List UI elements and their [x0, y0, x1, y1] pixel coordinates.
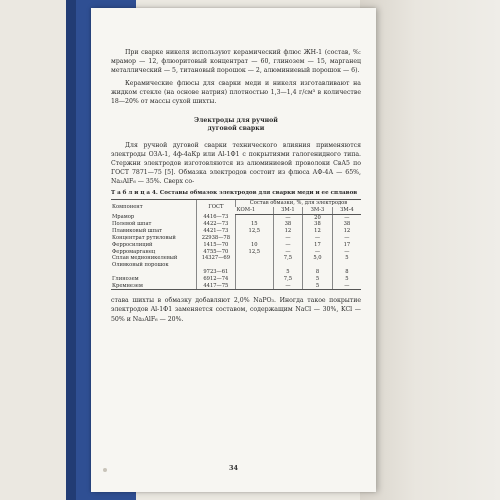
table-row	[111, 249, 361, 256]
table-cell-v2: —	[273, 214, 303, 221]
table-row	[111, 262, 361, 269]
table-cell-gost: 9723—61	[196, 269, 235, 276]
table-row	[111, 214, 361, 221]
table-cell-v1	[236, 214, 274, 221]
table-cell-v1: 15	[236, 221, 274, 228]
table-cell-v2	[273, 262, 303, 269]
table-cell-v3: 38	[303, 221, 333, 228]
table-cell-name: Плавиковый шпат	[112, 228, 163, 235]
table-cell-v1: 12,5	[236, 228, 274, 235]
table-cell-gost: 14327—69	[196, 255, 235, 262]
table-cell-v1: 10	[236, 242, 274, 249]
table-cell-name: Глинозем	[112, 275, 139, 282]
table-row	[111, 255, 361, 262]
table-row	[111, 276, 361, 283]
table-row	[111, 228, 361, 235]
section-heading	[111, 117, 361, 133]
table-cell-name	[111, 269, 196, 276]
paragraph-ceramic-flux: Керамические флюсы для сварки меди и никеля изготавливают на жидком стекле (на основе натрия) плотностью 1,3—1,4 г/см³ в количестве 18—20% от массы сухой шихты.	[111, 80, 361, 106]
paragraph-electrodes: Для ручной дуговой сварки технического влияния применяются электроды ОЗА-1, 4ф-4аКр или Al-1Ф1 с покрытиями галогенидного типа. Стержни электродов изготовляются из алюминиевой проволоки СвА5 по ГОСТ 7871—75 [5]. Обмазка электродов состоит из флюса АФ-4А — 65%, Na₃AlF₆ — 35%. Сверх со-	[111, 141, 361, 185]
paragraph-flux-nickel: При сварке никеля используют керамический флюс ЖН-1 (состав, %: мрамор — 12, флюоритовый концентрат — 60, глинозем — 15, марганец металлический — 5, титановый порошок — 2, алюминиевый порошок — 6).	[111, 49, 361, 75]
table-cell-v1	[236, 283, 274, 290]
table-cell-v1	[236, 235, 274, 242]
table-row	[111, 221, 361, 228]
header-electrode: ЗМ-4	[332, 207, 361, 214]
table-cell-gost: 4417—75	[196, 283, 235, 290]
table-cell-v2: 5	[273, 269, 303, 276]
table-cell-v4	[332, 262, 361, 269]
page-number: 34	[228, 464, 239, 472]
table-row	[111, 269, 361, 276]
table-cell-v1	[236, 255, 274, 262]
table-row	[111, 283, 361, 290]
table-cell-v4: —	[332, 214, 361, 221]
table-cell-gost: 4755—70	[196, 249, 235, 256]
table-row	[111, 242, 361, 249]
table-cell-v2: —	[273, 249, 303, 256]
header-electrode: ЗМ-1	[273, 207, 303, 214]
section-heading-line-2: дуговой сварки	[207, 124, 265, 132]
table-cell-v3: —	[303, 249, 333, 256]
table-cell-gost: 4421—73	[196, 228, 235, 235]
table-cell-v3: —	[303, 235, 333, 242]
table-cell-v4: 12	[332, 228, 361, 235]
table-cell-v4: —	[332, 235, 361, 242]
facing-page	[360, 0, 500, 500]
table-cell-v4: 5	[332, 255, 361, 262]
table-cell-v4: 5	[332, 276, 361, 283]
table-cell-v3: 17	[303, 242, 333, 249]
table-cell-v2: 12	[273, 228, 303, 235]
book-page	[91, 8, 376, 492]
table-cell-v2: 7,5	[273, 255, 303, 262]
table-cell-v3: 5	[303, 283, 333, 290]
table-cell-v2: —	[273, 242, 303, 249]
paragraph-bottom: става шихты в обмазку добавляют 2,0% NaPO₃. Иногда такое покрытие электродов Al-1Ф1 заменяется составом, содержащим NaCl — 30%, KCl — 50% и Na₃AlF₆ — 20%.	[111, 297, 361, 323]
table-cell-v2: 38	[273, 221, 303, 228]
header-component: Компонент	[111, 200, 196, 215]
table-cell-v2: —	[273, 283, 303, 290]
table-cell-v3: 5,0	[303, 255, 333, 262]
table-cell-v4: —	[332, 249, 361, 256]
page-content	[111, 48, 361, 328]
table-cell-v1: 12,5	[236, 249, 274, 256]
table-cell-v4: 17	[332, 242, 361, 249]
header-gost: ГОСТ	[196, 200, 235, 215]
table-cell-name: Кремнезем	[111, 283, 196, 290]
table-cell-v3	[303, 262, 333, 269]
table-cell-v4: 38	[332, 221, 361, 228]
table-cell-name: Концентрат рутиловый	[112, 235, 176, 242]
table-cell-name: Полевой шпат	[112, 221, 152, 228]
header-electrode: ЗМ-3	[303, 207, 333, 214]
table-cell-name: Оливковый порошок	[112, 262, 169, 269]
table-row	[111, 235, 361, 242]
table-cell-v4: —	[332, 283, 361, 290]
table-cell-v2: 7,5	[273, 276, 303, 283]
table-cell-v1	[236, 276, 274, 283]
table-cell-v4: 8	[332, 269, 361, 276]
table-cell-gost: 4416—73	[196, 214, 235, 221]
table-cell-name: Ферромарганец	[112, 248, 156, 255]
table-cell-name: Ферросилиций	[112, 241, 153, 248]
table-cell-v2: —	[273, 235, 303, 242]
table-cell-gost: 4422—73	[196, 221, 235, 228]
table-cell-v3: 20	[303, 214, 333, 221]
header-electrode: КОМ-1	[236, 207, 274, 214]
table-cell-gost: 6912—74	[196, 276, 235, 283]
table-cell-v1	[236, 262, 274, 269]
section-heading-line-1: Электроды для ручной	[194, 116, 278, 124]
table-cell-name: Сплав медноникелевый	[112, 255, 178, 262]
table-cell-gost: 22938—78	[196, 235, 235, 242]
composition-table	[111, 199, 361, 290]
table-cell-v1	[236, 269, 274, 276]
table-cell-name: Мрамор	[112, 214, 135, 221]
table-cell-gost: 1415—70	[196, 242, 235, 249]
table-cell-v3: 5	[303, 276, 333, 283]
table-cell-v3: 8	[303, 269, 333, 276]
table-cell-v3: 12	[303, 228, 333, 235]
table-caption: Т а б л и ц а 4. Составы обмазок электродов для сварки меди и ее сплавов	[111, 190, 358, 197]
header-group: Состав обмазки, %, для электродов	[236, 200, 362, 207]
table-cell-gost	[196, 262, 235, 269]
